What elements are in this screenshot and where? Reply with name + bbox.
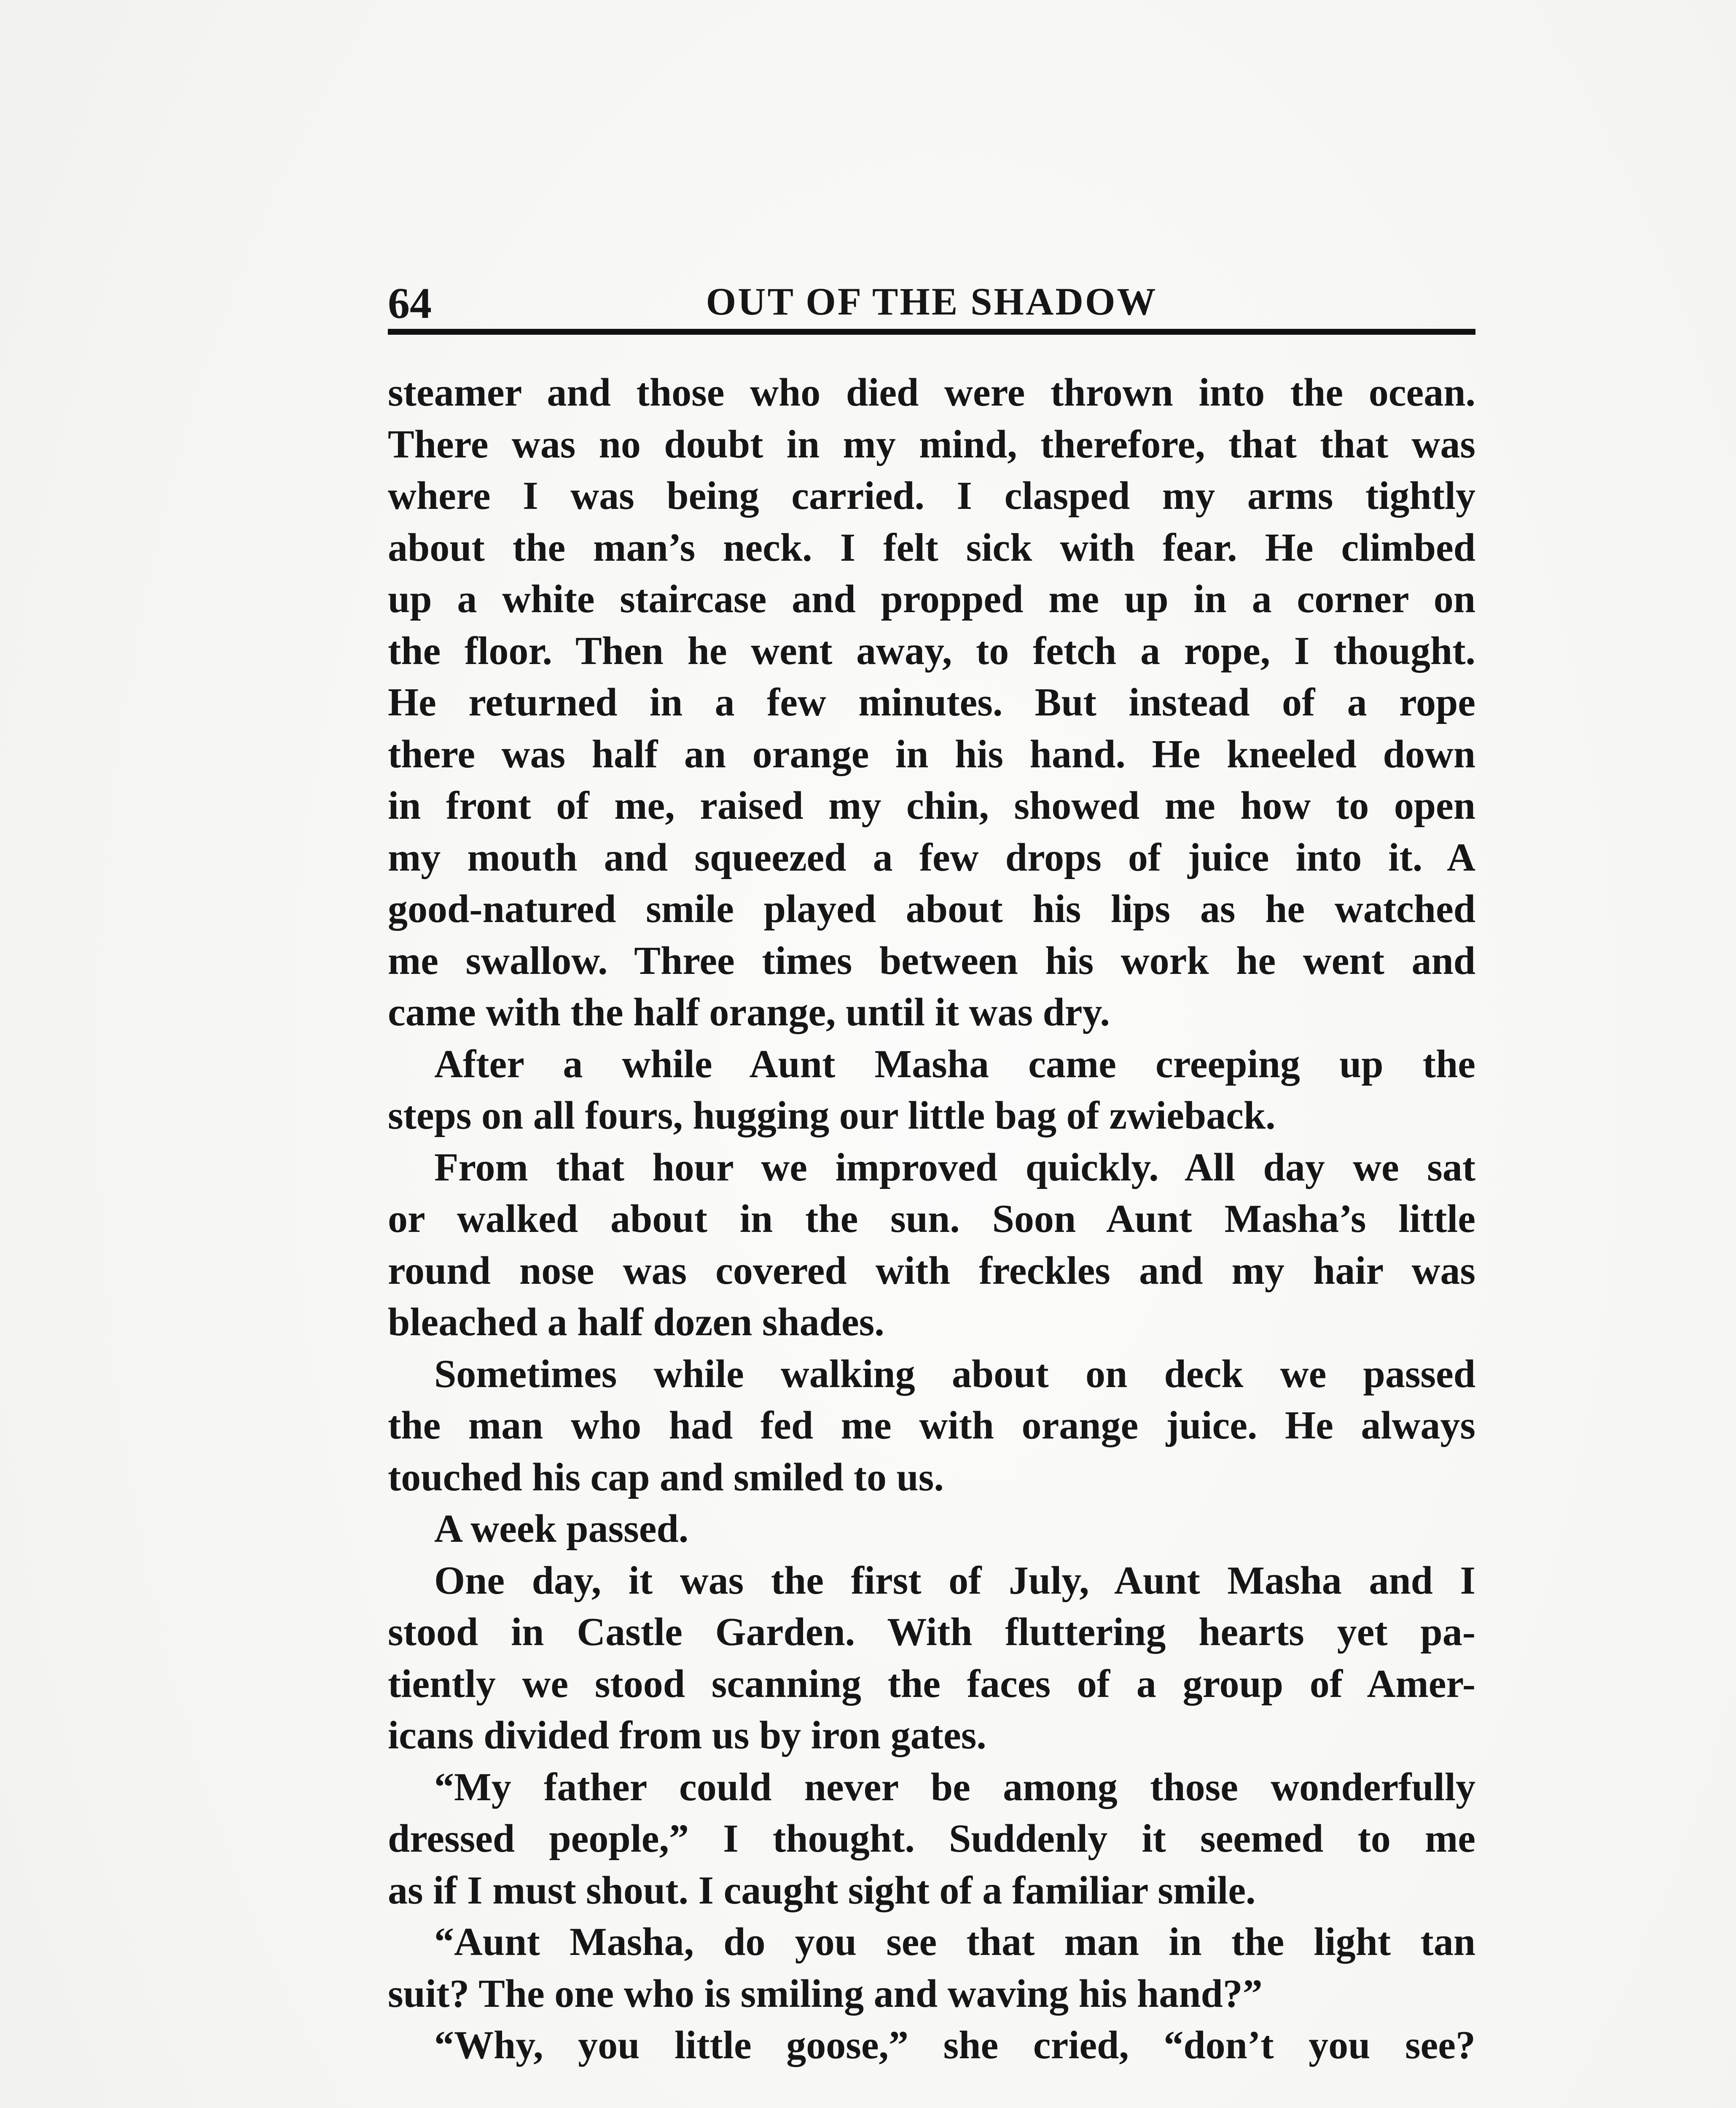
text-line: A week passed.	[434, 1507, 689, 1551]
text-line: me swallow. Three times between his work he went and	[388, 938, 1475, 983]
text-line: From that hour we improved quickly. All day we sat	[434, 1145, 1475, 1189]
text-line: icans divided from us by iron gates.	[388, 1713, 986, 1757]
text-line: dressed people,” I thought. Suddenly it seemed to me	[388, 1817, 1475, 1861]
text-line: Sometimes while walking about on deck we passed	[434, 1352, 1475, 1396]
text-line: He returned in a few minutes. But instead of a rope	[388, 680, 1475, 724]
text-line: One day, it was the first of July, Aunt Masha and I	[434, 1558, 1475, 1603]
text-line: or walked about in the sun. Soon Aunt Masha’s little	[388, 1197, 1475, 1241]
text-line: steps on all fours, hugging our little bag of zwieback.	[388, 1094, 1276, 1137]
header-rule	[388, 329, 1475, 335]
running-head: OUT OF THE SHADOW	[706, 280, 1158, 323]
text-line: where I was being carried. I clasped my arms tightly	[388, 474, 1475, 518]
text-line: “My father could never be among those wonderfully	[434, 1765, 1475, 1809]
text-line: After a while Aunt Masha came creeping up the	[434, 1042, 1475, 1086]
text-line: round nose was covered with freckles and my hair was	[388, 1248, 1475, 1293]
text-line: tiently we stood scanning the faces of a group of Amer-	[388, 1662, 1475, 1706]
text-line: my mouth and squeezed a few drops of juice into it. A	[388, 835, 1475, 879]
text-line: “Why, you little goose,” she cried, “don’t you see?	[434, 2023, 1475, 2067]
text-line: steamer and those who died were thrown into the ocean.	[388, 371, 1475, 414]
page-number: 64	[388, 279, 432, 328]
text-line: good-natured smile played about his lips as he watched	[388, 887, 1475, 931]
text-line: the floor. Then he went away, to fetch a rope, I thought.	[388, 629, 1475, 673]
text-line: about the man’s neck. I felt sick with fear. He climbed	[388, 525, 1475, 570]
text-line: stood in Castle Garden. With fluttering hearts yet pa-	[388, 1610, 1475, 1654]
text-line: came with the half orange, until it was dry.	[388, 990, 1110, 1034]
text-line: in front of me, raised my chin, showed me how to open	[388, 784, 1475, 828]
text-line: touched his cap and smiled to us.	[388, 1455, 944, 1499]
text-line: There was no doubt in my mind, therefore, that that was	[388, 422, 1475, 466]
text-line: “Aunt Masha, do you see that man in the light tan	[434, 1920, 1475, 1964]
body-text	[388, 367, 1475, 2071]
text-line: the man who had fed me with orange juice. He always	[388, 1404, 1475, 1447]
text-line: as if I must shout. I caught sight of a familiar smile.	[388, 1868, 1256, 1912]
text-line: suit? The one who is smiling and waving his hand?”	[388, 1971, 1263, 2016]
text-line: there was half an orange in his hand. He kneeled down	[388, 732, 1475, 776]
text-line: up a white staircase and propped me up in a corner on	[388, 577, 1475, 621]
text-line: bleached a half dozen shades.	[388, 1300, 884, 1344]
page-header	[388, 270, 1475, 333]
